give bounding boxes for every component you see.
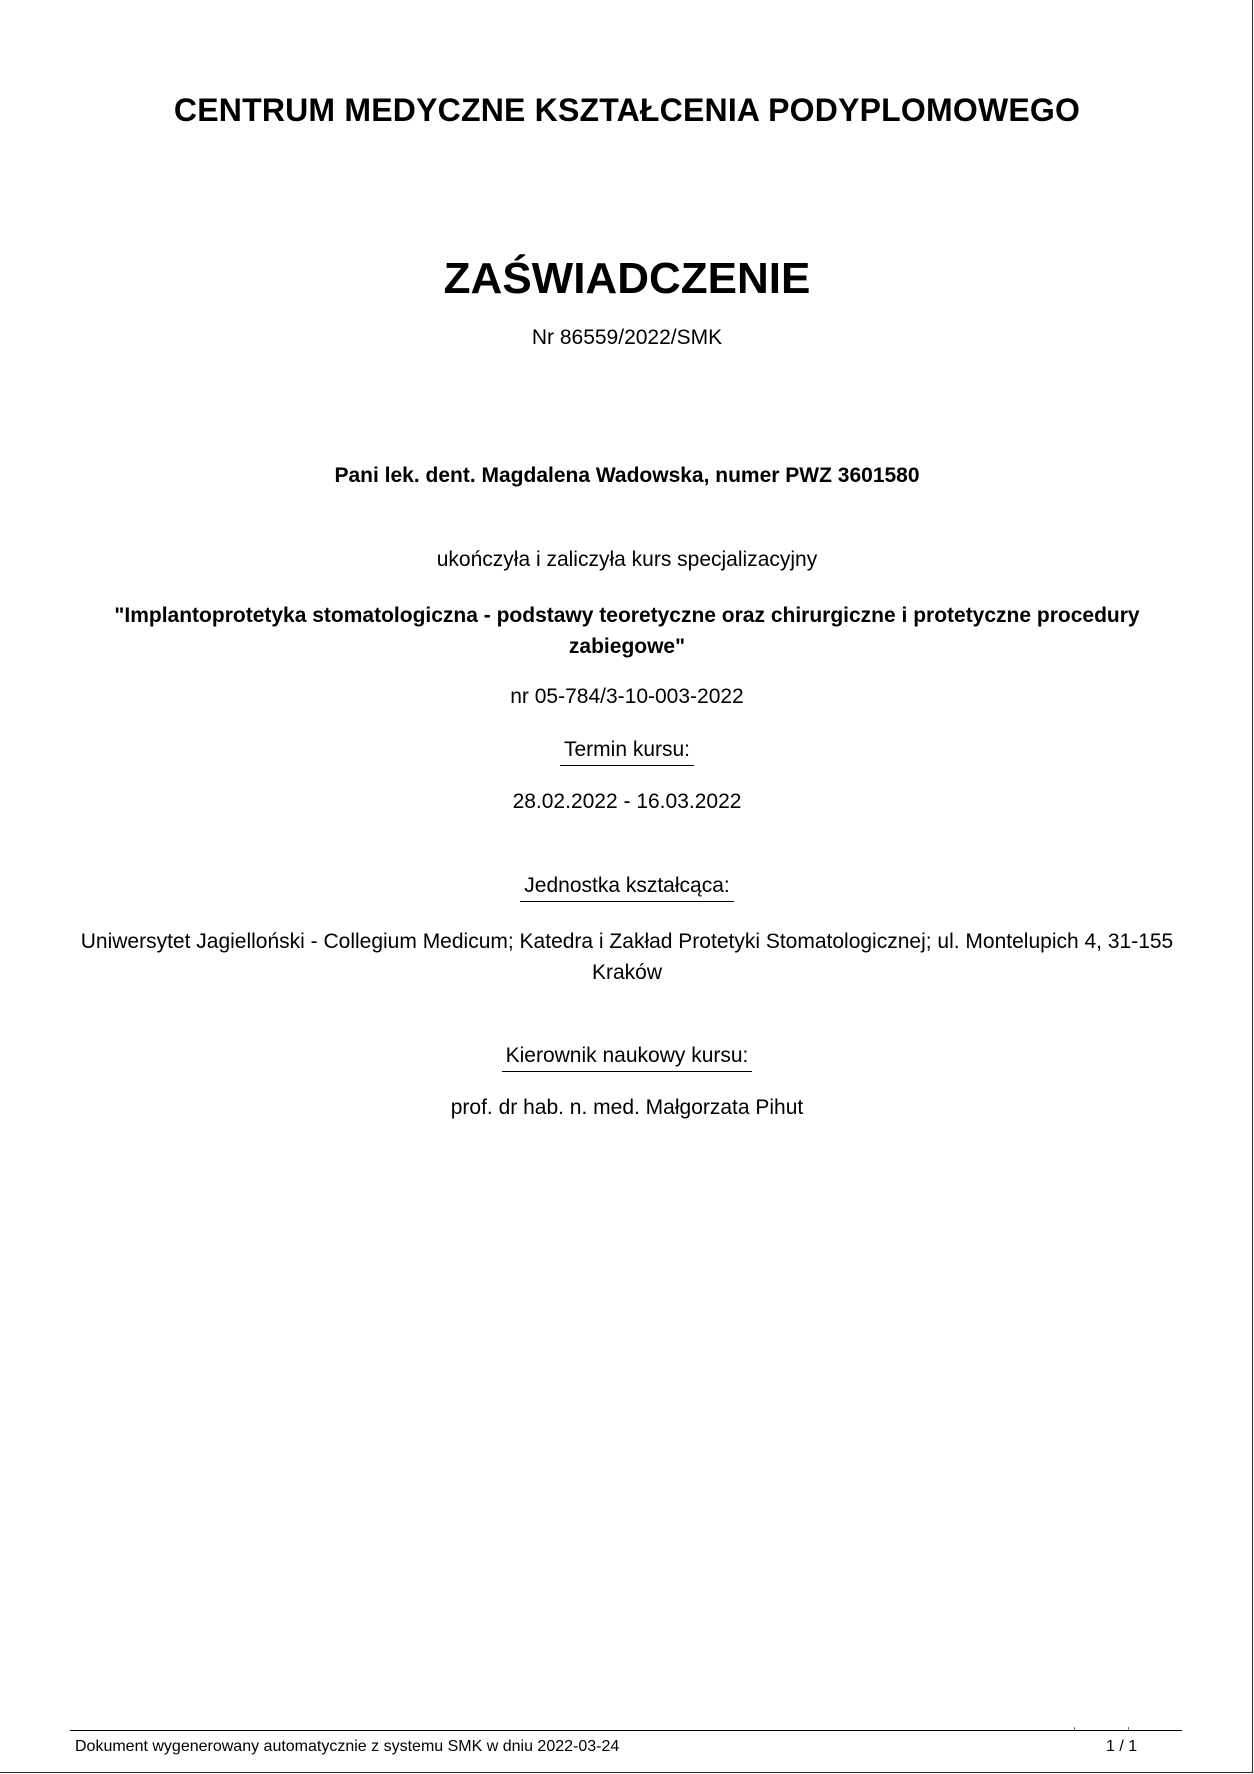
document-number: Nr 86559/2022/SMK <box>531 326 723 349</box>
footer-page-indicator: 1 / 1 <box>1106 1738 1138 1755</box>
term-value: 28.02.2022 - 16.03.2022 <box>512 790 742 813</box>
footer-tick-right <box>1128 1727 1129 1730</box>
term-label <box>0 737 1254 766</box>
director-label <box>0 1043 1254 1072</box>
term-label-text: Termin kursu: <box>560 737 694 766</box>
footer-generated-text: Dokument wygenerowany automatycznie z systemu SMK w dniu 2022-03-24 <box>75 1738 620 1755</box>
organization-header: CENTRUM MEDYCZNE KSZTAŁCENIA PODYPLOMOWEGO <box>173 92 1081 128</box>
footer-tick-left <box>1074 1727 1075 1730</box>
course-title: "Implantoprotetyka stomatologiczna - podstawy teoretyczne oraz chirurgiczne i protetyczne procedury zabiegowe" <box>114 604 1140 658</box>
director-label-text: Kierownik naukowy kursu: <box>502 1043 753 1072</box>
footer-divider <box>70 1730 1182 1731</box>
completion-statement: ukończyła i zaliczyła kurs specjalizacyjny <box>436 548 818 571</box>
unit-label-text: Jednostka kształcąca: <box>520 873 733 902</box>
unit-value: Uniwersytet Jagielloński - Collegium Medicum; Katedra i Zakład Protetyki Stomatologicznej; ul. Montelupich 4, 31-155 Kraków <box>80 930 1174 984</box>
course-number: nr 05-784/3-10-003-2022 <box>510 685 744 708</box>
document-title: ZAŚWIADCZENIE <box>443 254 811 303</box>
director-value: prof. dr hab. n. med. Małgorzata Pihut <box>450 1096 804 1119</box>
unit-label <box>0 873 1254 902</box>
recipient-line: Pani lek. dent. Magdalena Wadowska, numer PWZ 3601580 <box>334 464 920 487</box>
